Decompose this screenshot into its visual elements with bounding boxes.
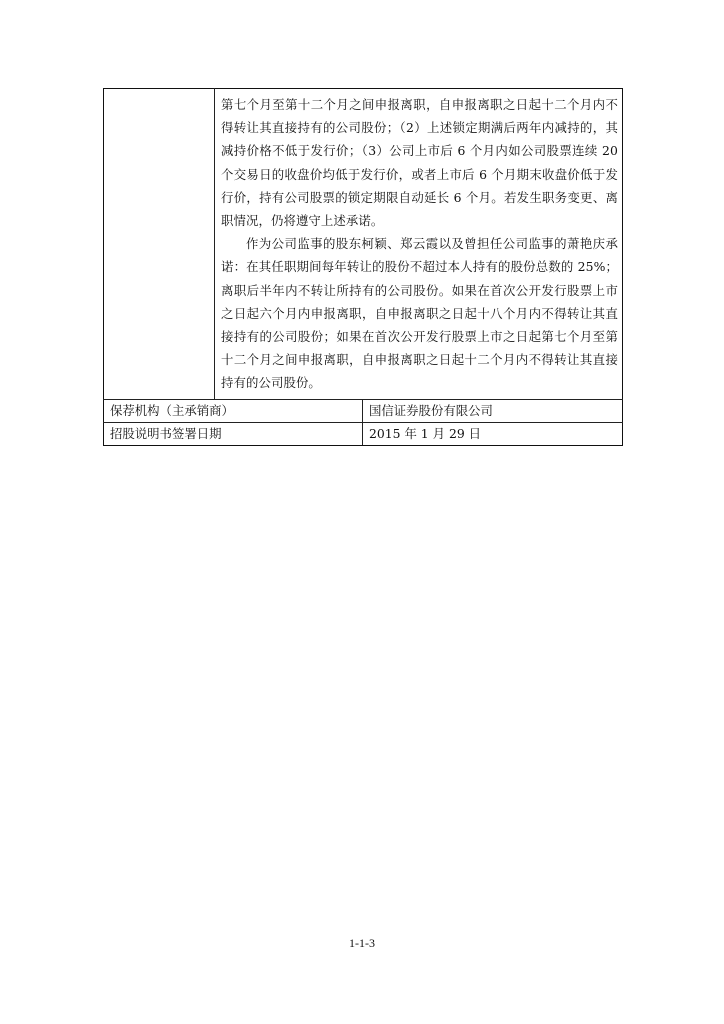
signing-date-row — [104, 422, 623, 445]
sponsor-row — [104, 399, 623, 422]
commitment-paragraph-2: 作为公司监事的股东柯颖、郑云霞以及曾担任公司监事的萧艳庆承诺：在其任职期间每年转让的股份不超过本人持有的股份总数的 25%；离职后半年内不转让所持有的公司股份。如果在首次公开发行股票上市之日起六个月内申报离职，自申报离职之日起十八个月内不得转让其直接持有的公司股份；如果在首次公开发行股票上市之日起第七个月至第十二个月之间申报离职，自申报离职之日起十二个月内不得转让其直接持有的公司股份。 — [221, 236, 618, 391]
sponsor-label: 保荐机构（主承销商） — [104, 399, 363, 422]
prospectus-summary-table — [103, 88, 623, 446]
lockup-label-cell — [104, 89, 215, 400]
commitment-paragraph-1: 第七个月至第十二个月之间申报离职，自申报离职之日起十二个月内不得转让其直接持有的公司股份；（2）上述锁定期满后两年内减持的，其减持价格不低于发行价；（3）公司上市后 6 个月内如公司股票连续 20 个交易日的收盘价均低于发行价，或者上市后 6 个月期末收盘价低于发行价，持有公司股票的锁定期限自动延长 6 个月。若发生职务变更、离职情况，仍将遵守上述承诺。 — [221, 97, 618, 229]
page-number: 1-1-3 — [349, 936, 375, 950]
lockup-commitment-row — [104, 89, 623, 400]
lockup-commitment-cell — [215, 89, 623, 400]
sponsor-value: 国信证券股份有限公司 — [363, 399, 623, 422]
signing-date-value: 2015 年 1 月 29 日 — [363, 422, 623, 445]
signing-date-label: 招股说明书签署日期 — [104, 422, 363, 445]
